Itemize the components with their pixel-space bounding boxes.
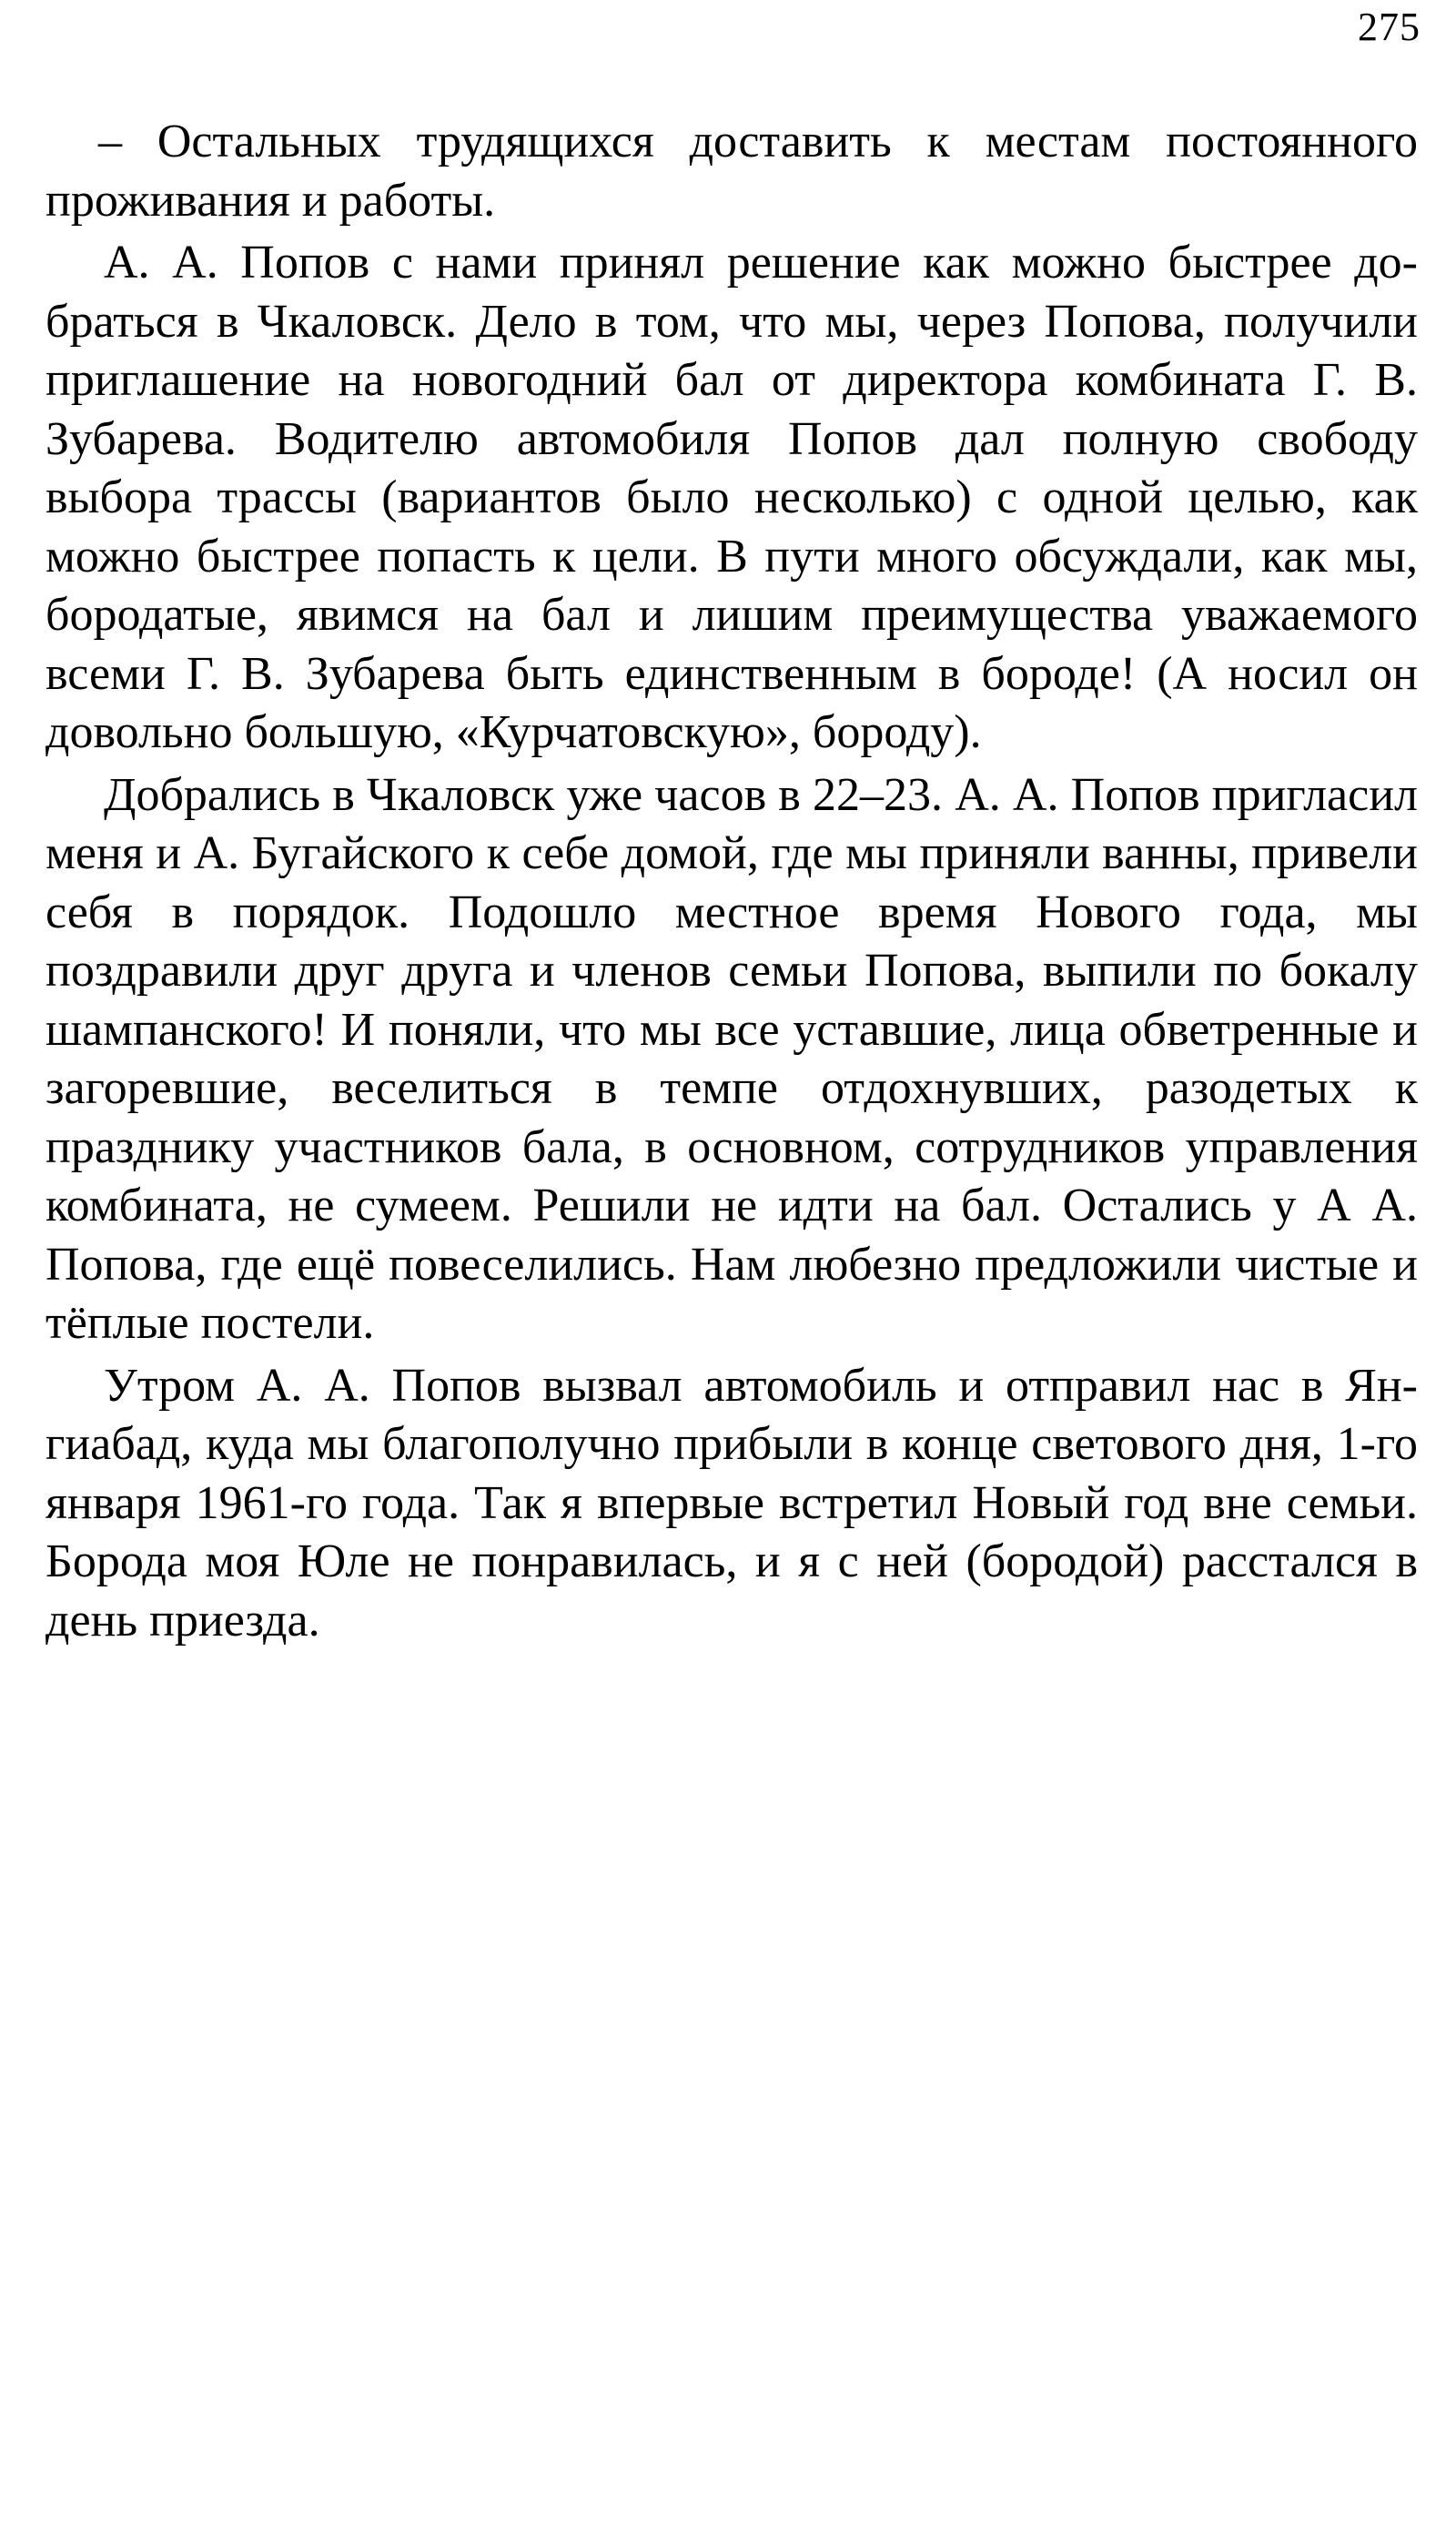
paragraph-1: – Остальных трудящихся доставить к местам постоянного проживания и работы. <box>46 116 1418 227</box>
body-text <box>46 113 1418 1650</box>
paragraph-3: Добрались в Чкаловск уже часов в 22–23. А. А. Попов пригласил меня и А. Бугайского к себе домой, где мы приняли ванны, привели себя в порядок. Подошло местное время Нового года, мы поздравили друг друга и членов семьи Попова, выпили по бокалу шампанского! И поняли, что мы все уставшие, лица обветренные и загоревшие, веселиться в темпе отдохнувших, разодетых к празднику участников бала, в основном, сотрудников управления комбината, не сумеем. Решили не идти на бал. Остались у А А. Попова, где ещё повеселились. Нам любезно предложили чистые и тёплые постели. <box>46 768 1418 1349</box>
paragraph-2: А. А. Попов с нами принял решение как можно быстрее добраться в Чкаловск. Дело в том, что мы, через Попова, получили приглашение на новогодний бал от директора комбината Г. В. Зубарева. Водителю автомобиля Попов дал полную свободу выбора трассы (вариантов было несколько) с одной целью, как можно быстрее попасть к цели. В пути много обсуждали, как мы, бородатые, явимся на бал и лишим преимущества уважаемого всеми Г. В. Зубарева быть единственным в бороде! (А носил он довольно большую, «Курчатовскую», бороду). <box>46 237 1418 758</box>
paragraph-4: Утром А. А. Попов вызвал автомобиль и отправил нас в Янгиабад, куда мы благополучно прибыли в конце светового дня, 1-го января 1961-го года. Так я впервые встретил Новый год вне семьи. Борода моя Юле не понравилась, и я с ней (бородой) расстался в день приезда. <box>46 1359 1418 1647</box>
page-number: 275 <box>1358 5 1421 49</box>
